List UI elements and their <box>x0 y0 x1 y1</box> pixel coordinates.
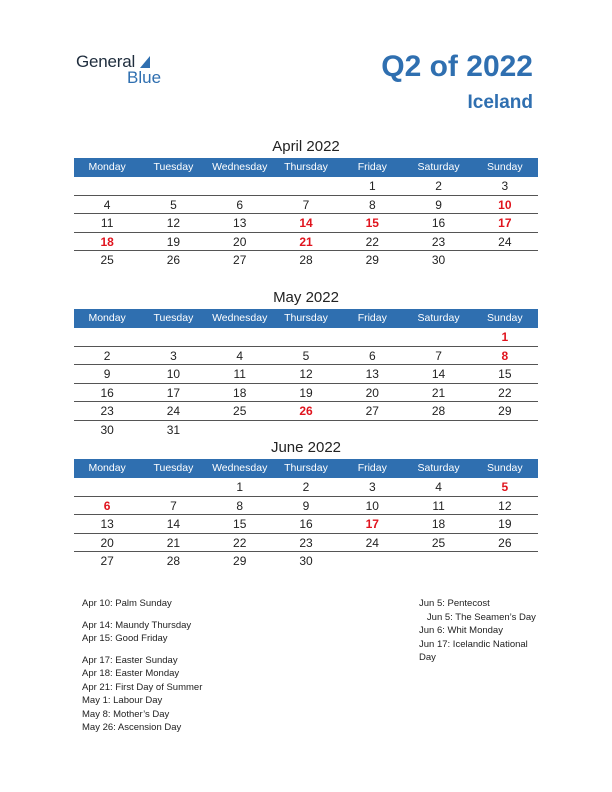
day-cell: 18 <box>431 517 446 531</box>
empty-day-cell <box>140 328 206 346</box>
page-subtitle: Iceland <box>467 92 533 113</box>
empty-day-cell <box>74 177 140 195</box>
day-cell: 27 <box>365 404 379 418</box>
holiday-entry: Apr 17: Easter Sunday <box>82 654 178 666</box>
month-june <box>74 437 538 570</box>
holiday-entry: Jun 5: Pentecost <box>419 598 490 609</box>
week-row <box>74 384 538 403</box>
day-cell: 12 <box>299 367 313 381</box>
day-cell: 26 <box>166 253 181 267</box>
weekday-header <box>74 158 538 177</box>
day-cell: 23 <box>100 404 114 418</box>
day-cell: 2 <box>302 480 310 494</box>
empty-day-cell <box>405 552 471 570</box>
day-cell: 6 <box>368 348 376 363</box>
weekday-label: Sunday <box>487 462 523 474</box>
weekday-label: Friday <box>357 462 387 474</box>
weekday-label: Wednesday <box>212 161 268 173</box>
day-cell: 22 <box>365 234 379 249</box>
day-cell: 24 <box>166 404 181 418</box>
week-row <box>74 251 538 269</box>
week-row <box>74 552 538 570</box>
day-cell: 3 <box>501 179 509 193</box>
day-cell: 14 <box>431 367 446 381</box>
weekday-label: Saturday <box>417 312 460 324</box>
weekday-label: Wednesday <box>212 312 268 324</box>
day-cell: 16 <box>299 517 313 531</box>
day-cell: 12 <box>166 216 181 230</box>
day-cell: 26 <box>299 404 313 418</box>
day-cell: 1 <box>501 330 509 344</box>
logo-general-text: General <box>76 52 136 71</box>
week-row <box>74 402 538 421</box>
weekday-label: Tuesday <box>153 462 194 474</box>
weekday-label: Sunday <box>487 312 523 324</box>
day-cell: 27 <box>233 253 247 267</box>
day-cell: 10 <box>498 197 512 212</box>
day-cell: 29 <box>365 253 379 267</box>
day-cell: 10 <box>365 498 379 513</box>
day-cell: 14 <box>299 216 313 230</box>
week-row <box>74 196 538 215</box>
empty-day-cell <box>207 421 273 439</box>
empty-day-cell <box>405 421 471 439</box>
holiday-entry: May 26: Ascension Day <box>82 722 182 733</box>
day-cell: 4 <box>435 480 442 494</box>
holiday-list-left <box>82 597 202 735</box>
day-cell: 2 <box>103 348 111 363</box>
day-cell: 14 <box>166 517 181 531</box>
empty-day-cell <box>140 177 206 195</box>
week-row <box>74 515 538 534</box>
day-cell: 18 <box>100 234 114 249</box>
day-cell: 9 <box>302 498 310 513</box>
holiday-list-right <box>419 597 536 665</box>
month-title: April 2022 <box>272 138 340 155</box>
weekday-label: Wednesday <box>212 462 268 474</box>
day-cell: 27 <box>100 554 114 568</box>
day-cell: 20 <box>365 385 379 400</box>
empty-day-cell <box>472 421 538 439</box>
day-cell: 21 <box>166 535 181 550</box>
day-cell: 8 <box>236 498 244 513</box>
day-cell: 13 <box>100 517 114 531</box>
holiday-entry: Jun 5: The Seamen’s Day <box>419 611 536 623</box>
month-title: June 2022 <box>270 439 342 456</box>
empty-day-cell <box>273 421 339 439</box>
week-row <box>74 478 538 497</box>
day-cell: 7 <box>170 498 177 513</box>
day-cell: 5 <box>501 480 509 494</box>
weekday-label: Thursday <box>284 462 328 474</box>
day-cell: 28 <box>299 253 313 267</box>
day-cell: 18 <box>233 385 247 400</box>
empty-day-cell <box>472 552 538 570</box>
day-cell: 15 <box>233 517 247 531</box>
weekday-label: Thursday <box>284 161 328 173</box>
day-cell: 1 <box>236 480 244 494</box>
day-cell: 12 <box>498 498 512 513</box>
weekday-label: Friday <box>357 161 387 173</box>
weekday-label: Thursday <box>284 312 328 324</box>
day-cell: 13 <box>233 216 247 230</box>
day-cell: 3 <box>170 348 177 363</box>
holiday-entry: May 1: Labour Day <box>82 695 163 706</box>
day-cell: 20 <box>100 535 114 550</box>
day-cell: 8 <box>368 197 376 212</box>
day-cell: 26 <box>498 535 512 550</box>
day-cell: 30 <box>431 253 446 267</box>
day-cell: 24 <box>498 234 512 249</box>
day-cell: 21 <box>299 234 313 249</box>
day-cell: 4 <box>236 348 244 363</box>
day-cell: 7 <box>435 348 442 363</box>
day-cell: 17 <box>365 517 379 531</box>
logo <box>76 52 176 88</box>
empty-day-cell <box>472 251 538 269</box>
weekday-label: Sunday <box>487 161 523 173</box>
day-cell: 20 <box>233 234 247 249</box>
holiday-entry: Jun 6: Whit Monday <box>419 625 503 636</box>
holiday-entry: Apr 10: Palm Sunday <box>82 598 172 609</box>
week-row <box>74 347 538 366</box>
logo-blue-text: Blue <box>127 68 162 87</box>
weekday-label: Saturday <box>417 161 460 173</box>
day-cell: 16 <box>100 385 114 400</box>
day-cell: 23 <box>431 234 446 249</box>
week-row <box>74 328 538 347</box>
week-row <box>74 534 538 553</box>
day-cell: 2 <box>435 179 442 193</box>
day-cell: 31 <box>166 422 181 437</box>
empty-day-cell <box>207 177 273 195</box>
empty-day-cell <box>74 478 140 496</box>
weekday-label: Monday <box>88 161 126 173</box>
week-row <box>74 365 538 384</box>
day-cell: 28 <box>166 554 181 568</box>
holiday-entry: Day <box>419 652 436 663</box>
month-april <box>74 136 538 269</box>
day-cell: 23 <box>299 535 313 550</box>
day-cell: 1 <box>368 179 376 193</box>
day-cell: 13 <box>365 367 379 381</box>
day-cell: 29 <box>498 404 512 418</box>
day-cell: 15 <box>365 216 379 230</box>
empty-day-cell <box>140 478 206 496</box>
day-cell: 22 <box>233 535 247 550</box>
day-cell: 7 <box>302 197 310 212</box>
weekday-header <box>74 309 538 328</box>
day-cell: 25 <box>233 404 247 418</box>
holiday-entry: Apr 18: Easter Monday <box>82 668 180 679</box>
day-cell: 8 <box>501 348 509 363</box>
week-row <box>74 497 538 516</box>
week-row <box>74 421 538 439</box>
day-cell: 17 <box>166 385 181 400</box>
day-cell: 9 <box>435 197 442 212</box>
day-cell: 5 <box>302 348 310 363</box>
month-title: May 2022 <box>273 289 339 306</box>
day-cell: 16 <box>431 216 446 230</box>
day-cell: 30 <box>299 554 313 568</box>
day-cell: 5 <box>170 197 177 212</box>
day-cell: 6 <box>103 498 111 513</box>
day-cell: 29 <box>233 554 247 568</box>
day-cell: 11 <box>432 498 445 513</box>
day-cell: 19 <box>299 385 313 400</box>
empty-day-cell <box>273 177 339 195</box>
day-cell: 11 <box>100 216 114 230</box>
weekday-header <box>74 459 538 478</box>
week-row <box>74 214 538 233</box>
day-cell: 19 <box>498 517 512 531</box>
empty-day-cell <box>405 328 471 346</box>
day-cell: 4 <box>103 197 111 212</box>
day-cell: 19 <box>166 234 181 249</box>
day-cell: 22 <box>498 385 512 400</box>
page-title: Q2 of 2022 <box>381 50 533 83</box>
day-cell: 25 <box>431 535 446 550</box>
holiday-entry: May 8: Mother’s Day <box>82 708 170 720</box>
day-cell: 28 <box>431 404 446 418</box>
holiday-entry: Apr 21: First Day of Summer <box>82 681 203 693</box>
day-cell: 15 <box>498 367 512 381</box>
day-cell: 10 <box>166 367 181 381</box>
day-cell: 3 <box>368 480 376 494</box>
logo-triangle-icon <box>140 56 150 68</box>
weekday-label: Tuesday <box>153 161 194 173</box>
week-row <box>74 177 538 196</box>
empty-day-cell <box>74 328 140 346</box>
empty-day-cell <box>339 552 405 570</box>
holiday-entry: Jun 17: Icelandic National <box>419 638 528 650</box>
empty-day-cell <box>339 421 405 439</box>
day-cell: 25 <box>100 253 114 267</box>
day-cell: 9 <box>103 367 111 381</box>
weekday-label: Monday <box>88 462 126 474</box>
day-cell: 21 <box>431 385 446 400</box>
holiday-entry: Apr 14: Maundy Thursday <box>82 619 192 631</box>
empty-day-cell <box>339 328 405 346</box>
week-row <box>74 233 538 252</box>
day-cell: 24 <box>365 535 379 550</box>
weekday-label: Friday <box>357 312 387 324</box>
day-cell: 6 <box>236 197 244 212</box>
weekday-label: Saturday <box>417 462 460 474</box>
weekday-label: Tuesday <box>153 312 194 324</box>
day-cell: 17 <box>498 216 512 230</box>
day-cell: 30 <box>100 422 114 437</box>
weekday-label: Monday <box>88 312 126 324</box>
empty-day-cell <box>273 328 339 346</box>
day-cell: 11 <box>233 367 246 381</box>
empty-day-cell <box>207 328 273 346</box>
holiday-entry: Apr 15: Good Friday <box>82 633 168 644</box>
month-may <box>74 287 538 438</box>
